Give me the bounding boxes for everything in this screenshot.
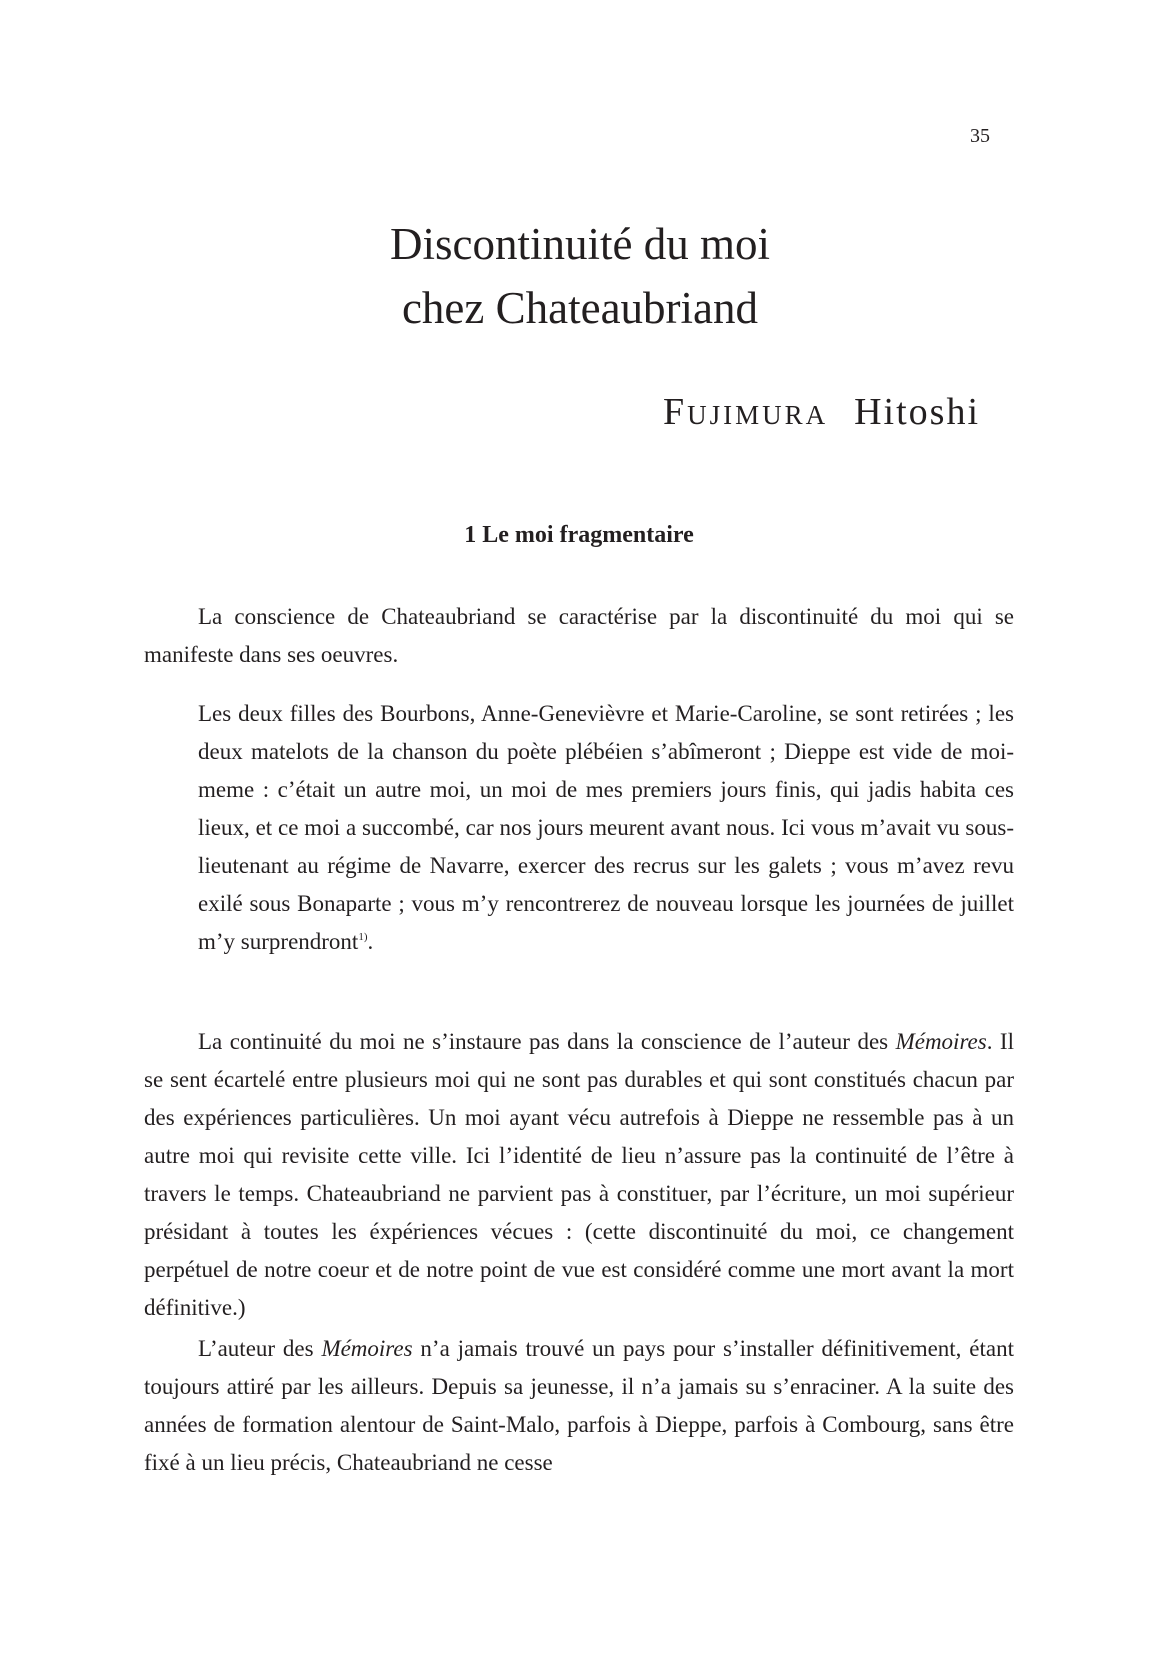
- article-title: [120, 212, 1040, 340]
- page-number: 35: [970, 125, 990, 147]
- paragraph-2-start: La continuité du moi ne s’instaure pas dans la conscience de l’auteur des: [198, 1029, 896, 1054]
- block-quote: [198, 695, 1014, 961]
- title-line-1: Discontinuité du moi: [390, 219, 770, 269]
- section-heading: 1 Le moi fragmentaire: [464, 522, 694, 548]
- paragraph-2: [144, 1023, 1014, 1327]
- work-title: Mémoires: [321, 1336, 413, 1361]
- work-title: Mémoires: [895, 1029, 987, 1054]
- quote-text: Les deux filles des Bourbons, Anne-Genevièvre et Marie-Caroline, se sont retirées ; les deux matelots de la chanson du poète plébéien s’abîmeront ; Dieppe est vide de moi-meme : c’était un autre moi, un moi de mes premiers jours finis, qui jadis habita ces lieux, et ce moi a succombé, car nos jours meurent avant nous. Ici vous m’avait vu sous-lieutenant au régime de Navarre, exercer des recrus sur les galets ; vous m’avez revu exilé sous Bonaparte ; vous m’y rencontrerez de nouveau lorsque les journées de juillet m’y surprendront: [198, 701, 1014, 954]
- title-line-2: chez Chateaubriand: [401, 283, 759, 333]
- paragraph-3: [144, 1330, 1014, 1482]
- paragraph-1: La conscience de Chateaubriand se caractérise par la discontinuité du moi qui se manifeste dans ses oeuvres.: [144, 604, 1014, 667]
- author-family-name: Fujimura: [662, 391, 829, 433]
- footnote-reference[interactable]: 1): [358, 931, 368, 943]
- paragraph-3-rest: n’a jamais trouvé un pays pour s’installer définitivement, étant toujours attiré par les ailleurs. Depuis sa jeunesse, il n’a jamais su s’enraciner. A la suite des années de formation alentour de Saint-Malo, parfois à Dieppe, parfois à Combourg, sans être fixé à un lieu précis, Chateaubriand ne cesse: [144, 1336, 1014, 1475]
- quote-end: .: [367, 929, 374, 954]
- paragraph-3-start: L’auteur des: [198, 1336, 322, 1361]
- author-name: [560, 390, 980, 434]
- author-given-name: Hitoshi: [854, 391, 980, 433]
- paragraph-2-rest: . Il se sent écartelé entre plusieurs moi qui ne sont pas durables et qui sont constitués chacun par des expériences particulières. Un moi ayant vécu autrefois à Dieppe ne ressemble pas à un autre moi qui revisite cette ville. Ici l’identité de lieu n’assure pas la continuité de l’être à travers le temps. Chateaubriand ne parvient pas à constituer, par l’écriture, un moi supérieur présidant à toutes les éxpériences vécues : (cette discontinuité du moi, ce changement perpétuel de notre coeur et de notre point de vue est considéré comme une mort avant la mort définitive.): [144, 1029, 1014, 1320]
